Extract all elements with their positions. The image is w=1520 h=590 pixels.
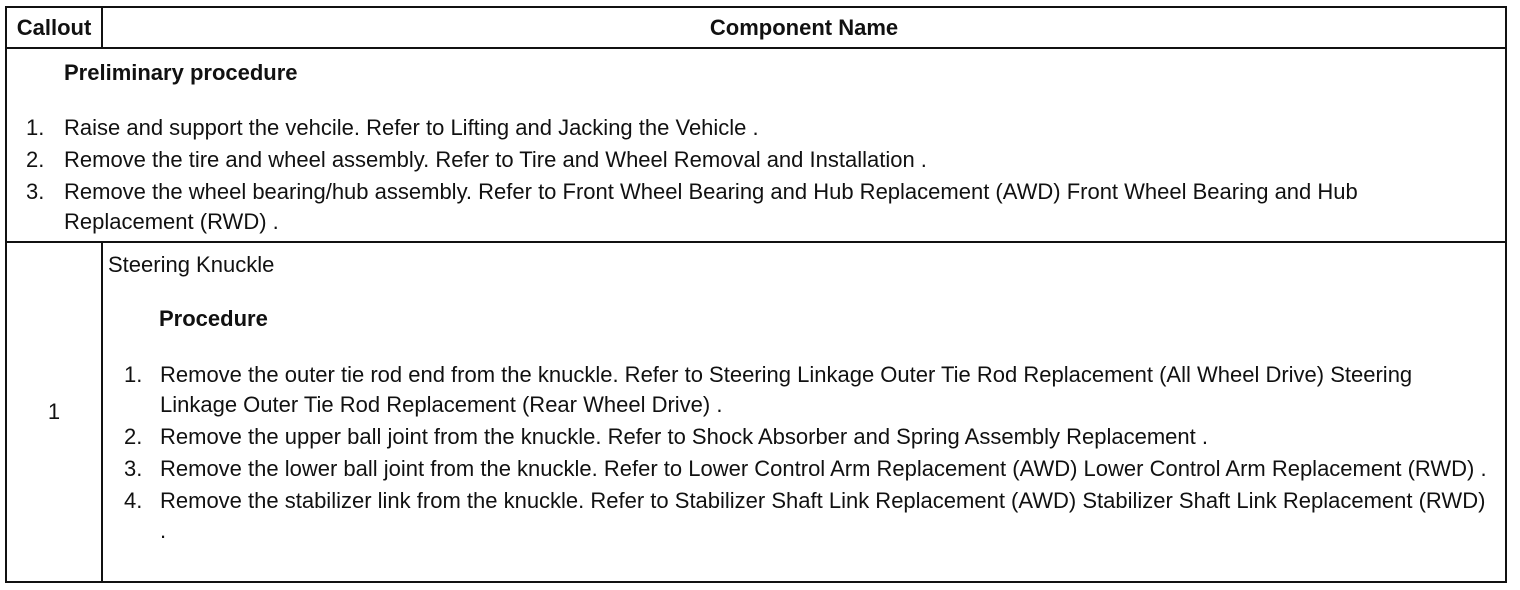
- preliminary-procedure-title: Preliminary procedure: [64, 60, 298, 85]
- step-number: 3.: [124, 456, 143, 481]
- callout-column-header: Callout: [7, 8, 103, 47]
- step-number: 3.: [26, 179, 45, 204]
- list-item: [26, 113, 1486, 143]
- component-name: Steering Knuckle: [108, 252, 275, 277]
- step-text: Remove the tire and wheel assembly. Refer to Tire and Wheel Removal and Installation .: [64, 147, 927, 172]
- procedure-steps-list: [124, 360, 1494, 548]
- step-number: 2.: [26, 147, 45, 172]
- list-item: [124, 422, 1494, 452]
- callout-number: 1: [47, 399, 61, 424]
- table-header-row: [7, 8, 1505, 49]
- step-text: Raise and support the vehcile. Refer to Lifting and Jacking the Vehicle .: [64, 115, 759, 140]
- preliminary-steps-list: [26, 113, 1486, 239]
- step-number: 1.: [124, 362, 143, 387]
- step-number: 1.: [26, 115, 45, 140]
- list-item: [124, 360, 1494, 420]
- preliminary-procedure-row: [7, 49, 1505, 243]
- list-item: [26, 177, 1486, 237]
- component-name-column-header: Component Name: [709, 15, 899, 40]
- component-cell: [103, 243, 1505, 581]
- table-row: [7, 243, 1505, 581]
- step-text: Remove the stabilizer link from the knuckle. Refer to Stabilizer Shaft Link Replacement (AWD) Stabilizer Shaft Link Replacement (RWD) .: [160, 488, 1486, 543]
- list-item: [124, 454, 1494, 484]
- step-text: Remove the upper ball joint from the knuckle. Refer to Shock Absorber and Spring Assembly Replacement .: [160, 424, 1208, 449]
- step-text: Remove the lower ball joint from the knuckle. Refer to Lower Control Arm Replacement (AWD) Lower Control Arm Replacement (RWD) .: [160, 456, 1487, 481]
- step-text: Remove the wheel bearing/hub assembly. Refer to Front Wheel Bearing and Hub Replacement (AWD) Front Wheel Bearing and Hub Replacement (RWD) .: [64, 179, 1358, 234]
- step-number: 4.: [124, 488, 143, 513]
- step-number: 2.: [124, 424, 143, 449]
- list-item: [26, 145, 1486, 175]
- list-item: [124, 486, 1494, 546]
- procedure-title: Procedure: [159, 306, 268, 331]
- callout-cell: [7, 243, 103, 581]
- callout-table: [5, 6, 1507, 583]
- step-text: Remove the outer tie rod end from the knuckle. Refer to Steering Linkage Outer Tie Rod Replacement (All Wheel Drive) Steering Linkage Outer Tie Rod Replacement (Rear Wheel Drive) .: [160, 362, 1413, 417]
